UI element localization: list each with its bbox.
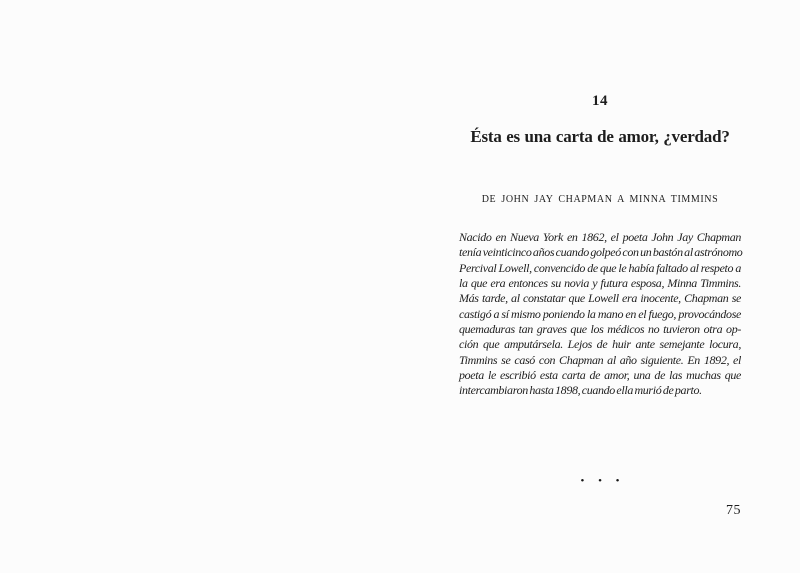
paragraph-line: Percival Lowell, convencido de que le había faltado al respeto a <box>459 260 741 275</box>
paragraph-line: castigó a sí mismo poniendo la mano en el fuego, provocándose <box>459 306 741 321</box>
introduction-paragraph <box>459 230 741 399</box>
paragraph-line: Más tarde, al constatar que Lowell era inocente, Chapman se <box>459 291 741 306</box>
paragraph-line: poeta le escribió esta carta de amor, una de las muchas que <box>459 368 741 383</box>
paragraph-line: quemaduras tan graves que los médicos no tuvieron otra op- <box>459 322 741 337</box>
chapter-number: 14 <box>592 93 608 109</box>
chapter-title: Ésta es una carta de amor, ¿verdad? <box>470 127 730 146</box>
paragraph-line: intercambiaron hasta 1898, cuando ella murió de parto. <box>459 383 702 398</box>
right-page <box>400 0 800 573</box>
paragraph-line: la que era entonces su novia y futura esposa, Minna Timmins. <box>459 276 741 291</box>
dedication-line: DE JOHN JAY CHAPMAN A MINNA TIMMINS <box>481 194 719 205</box>
paragraph-line: tenía veinticinco años cuando golpeó con un bastón al astrónomo <box>459 245 743 260</box>
paragraph-line: Timmins se casó con Chapman al año siguiente. En 1892, el <box>459 352 741 367</box>
paragraph-line: ción que amputársela. Lejos de huir ante semejante locura, <box>459 337 741 352</box>
page-number: 75 <box>726 503 741 518</box>
paragraph-line: Nacido en Nueva York en 1862, el poeta John Jay Chapman <box>459 230 741 244</box>
section-separator-dots: • • • <box>580 475 620 487</box>
